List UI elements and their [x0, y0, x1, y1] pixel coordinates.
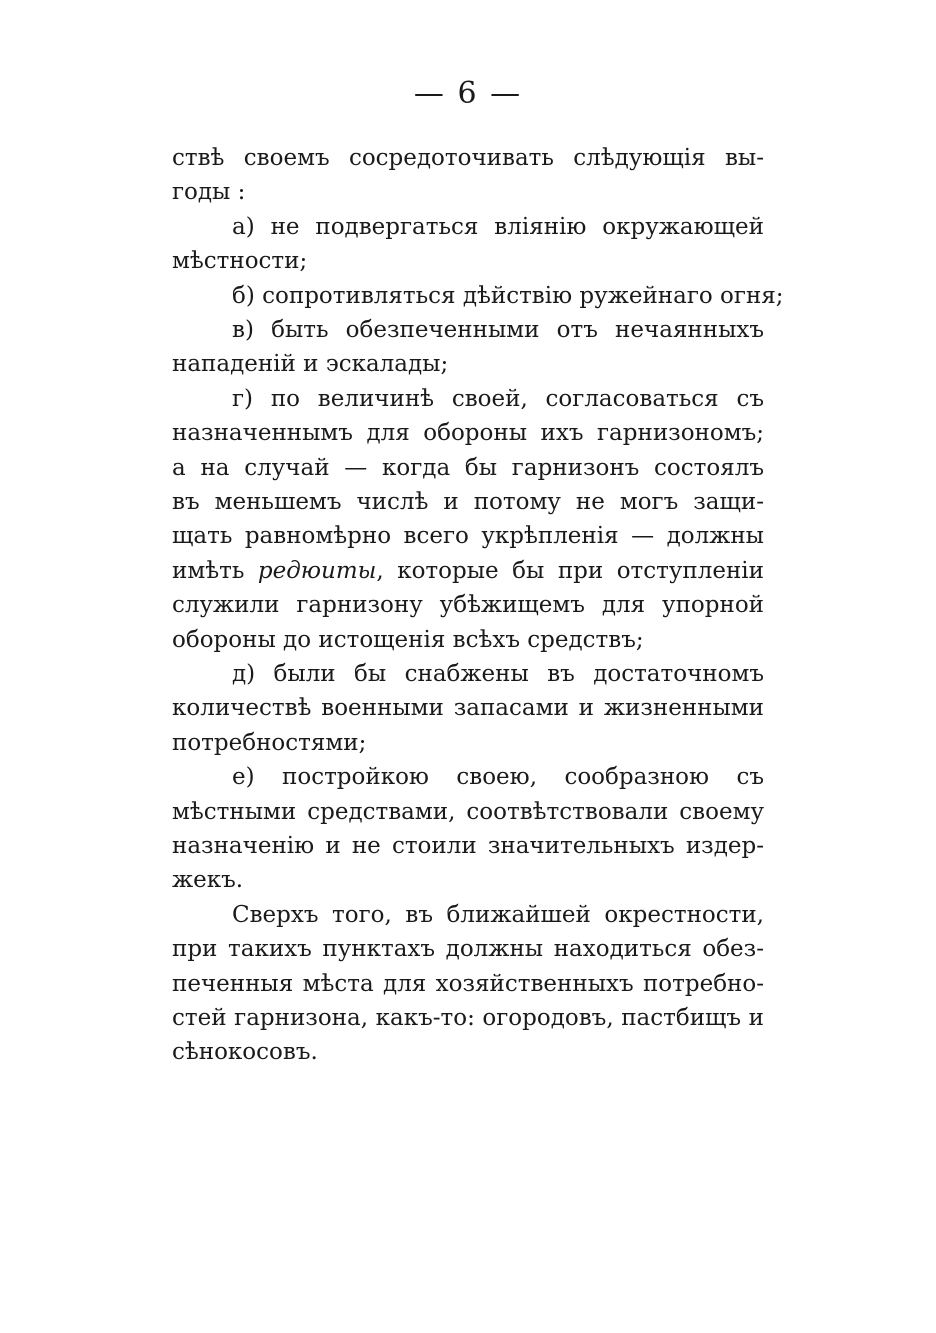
- text-line: назначенію и не стоили значительныхъ издер-: [172, 833, 764, 859]
- page-number: [0, 74, 936, 114]
- list-item-d: д) были бы снабжены въ достаточномъ: [232, 661, 764, 687]
- text-line: сѣнокосовъ.: [172, 1039, 318, 1065]
- page-number-text: — 6 —: [413, 76, 523, 111]
- text-line: ствѣ своемъ сосредоточивать слѣдующія вы-: [172, 145, 764, 171]
- list-item-a: а) не подвергаться вліянію окружающей: [232, 214, 764, 240]
- text-line: служили гарнизону убѣжищемъ для упорной: [172, 592, 764, 618]
- text-line: количествѣ военными запасами и жизненными: [172, 695, 764, 721]
- text-line: при такихъ пунктахъ должны находиться обез-: [172, 936, 764, 962]
- list-item-g: г) по величинѣ своей, согласоваться съ: [232, 386, 764, 412]
- text-line: жекъ.: [172, 867, 244, 893]
- list-item-b: б) сопротивляться дѣйствію ружейнаго огня;: [232, 283, 784, 309]
- text-line: а на случай — когда бы гарнизонъ состоялъ: [172, 455, 764, 481]
- text-line: печенныя мѣста для хозяйственныхъ потребно-: [172, 971, 764, 997]
- text-line: щать равномѣрно всего укрѣпленія — должны: [172, 523, 764, 549]
- text-line: въ меньшемъ числѣ и потому не могъ защи-: [172, 489, 764, 515]
- text-line: обороны до истощенія всѣхъ средствъ;: [172, 627, 644, 653]
- text-line: [172, 556, 764, 586]
- list-item-e: е) постройкою своею, сообразною съ: [232, 764, 764, 790]
- text-line: стей гарнизона, какъ-то: огородовъ, пастбищъ и: [172, 1005, 764, 1031]
- text-line: потребностями;: [172, 730, 367, 756]
- text-line: назначеннымъ для обороны ихъ гарнизономъ;: [172, 420, 764, 446]
- italic-term: редюиты: [257, 558, 377, 584]
- text-run: , которые бы при отступленіи: [376, 558, 764, 584]
- text-line: мѣстными средствами, соотвѣтствовали своему: [172, 799, 764, 825]
- text-line: годы :: [172, 179, 246, 205]
- list-item-v: в) быть обезпеченными отъ нечаянныхъ: [232, 317, 764, 343]
- text-line: нападеній и эскалады;: [172, 351, 449, 377]
- paragraph-start: Сверхъ того, въ ближайшей окрестности,: [232, 902, 764, 928]
- text-line: мѣстности;: [172, 248, 308, 274]
- text-run: имѣть: [172, 558, 258, 584]
